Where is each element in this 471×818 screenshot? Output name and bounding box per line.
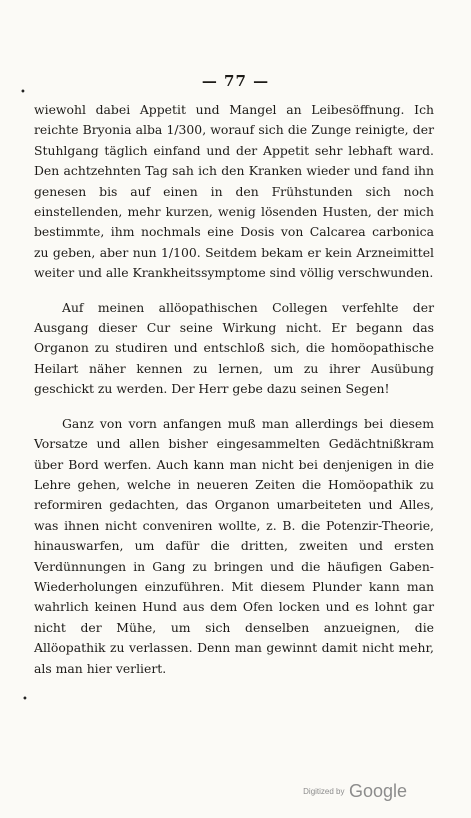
paragraph-2: Auf meinen allöopathischen Collegen verfehlte der Ausgang dieser Cur seine Wirkung nicht. Er begann das Organon zu studiren und entschloß sich, die homöopathische Heilart näher kennen zu lernen, um zu ihrer Ausübung geschickt zu werden. Der Herr gebe dazu seinen Segen! xyxy=(34,299,434,397)
margin-dot-top: • xyxy=(20,87,26,98)
margin-dot-left: • xyxy=(22,694,28,705)
watermark-brand: Google xyxy=(348,781,407,801)
text-body xyxy=(34,100,434,679)
digitized-watermark xyxy=(303,781,407,802)
paragraph-1: wiewohl dabei Appetit und Mangel an Leibesöffnung. Ich reichte Bryonia alba 1/300, worauf sich die Zunge reinigte, der Stuhlgang täglich einfand und der Appetit sehr lebhaft ward. Den achtzehnten Tag sah ich den Kranken wieder und fand ihn genesen bis auf einen in den Frühstunden sich noch einstellenden, mehr kurzen, wenig lösenden Husten, der mich bestimmte, ihm nochmals eine Dosis von Calcarea carbonica zu geben, aber nun 1/100. Seitdem bekam er kein Arzneimittel weiter und alle Krankheitssymptome sind völlig verschwunden. xyxy=(34,102,434,281)
watermark-prefix: Digitized by xyxy=(303,787,345,796)
page-number: — 77 — xyxy=(201,72,270,90)
paragraph-3: Ganz von vorn anfangen muß man allerdings bei diesem Vorsatze und allen bisher eingesammelten Gedächtnißkram über Bord werfen. Auch kann man nicht bei denjenigen in die Lehre gehen, welche in neueren Zeiten die Homöopathik zu reformiren gedachten, das Organon umarbeiteten und Alles, was ihnen nicht conveniren wollte, z. B. die Potenzir-Theorie, hinauswarfen, um dafür die dritten, zweiten und ersten Verdünnungen in Gang zu bringen und die häufigen Gaben-Wiederholungen einzuführen. Mit diesem Plunder kann man wahrlich keinen Hund aus dem Ofen locken und es lohnt gar nicht der Mühe, um sich denselben anzueignen, die Allöopathik zu verlassen. Denn man gewinnt damit nicht mehr, als man hier verliert. xyxy=(34,415,434,676)
